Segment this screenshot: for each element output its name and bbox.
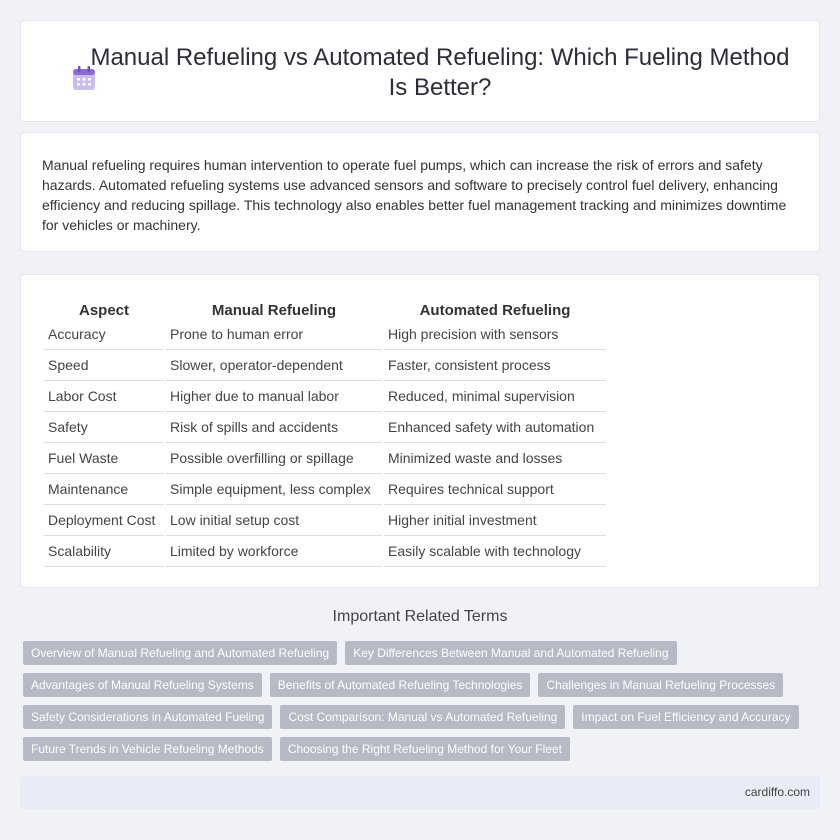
table-cell: Fuel Waste: [44, 443, 164, 474]
related-terms-row: [23, 705, 799, 729]
related-term-tag[interactable]: Choosing the Right Refueling Method for Your Fleet: [280, 737, 570, 761]
table-cell: Possible overfilling or spillage: [166, 443, 382, 474]
related-term-tag[interactable]: Impact on Fuel Efficiency and Accuracy: [573, 705, 798, 729]
table-row: [44, 412, 606, 443]
table-cell: Scalability: [44, 536, 164, 567]
related-term-tag[interactable]: Safety Considerations in Automated Fueling: [23, 705, 272, 729]
column-header: Automated Refueling: [419, 302, 571, 319]
table-cell: Faster, consistent process: [384, 350, 606, 381]
related-term-tag[interactable]: Key Differences Between Manual and Automated Refueling: [345, 641, 676, 665]
table-cell: Accuracy: [44, 319, 164, 350]
related-term-tag[interactable]: Future Trends in Vehicle Refueling Methods: [23, 737, 272, 761]
table-header-row: [44, 297, 606, 319]
column-header: Manual Refueling: [211, 302, 337, 319]
table-cell: Deployment Cost: [44, 505, 164, 536]
table-cell: Minimized waste and losses: [384, 443, 606, 474]
table-row: [44, 443, 606, 474]
table-cell: Limited by workforce: [166, 536, 382, 567]
table-cell: Maintenance: [44, 474, 164, 505]
related-term-tag[interactable]: Advantages of Manual Refueling Systems: [23, 673, 262, 697]
table-cell: Speed: [44, 350, 164, 381]
related-terms-row: [23, 673, 783, 697]
related-terms-title: Important Related Terms: [332, 608, 508, 625]
table-cell: Simple equipment, less complex: [166, 474, 382, 505]
table-cell: Labor Cost: [44, 381, 164, 412]
site-name: cardiffo.com: [744, 785, 810, 799]
table-cell: Higher due to manual labor: [166, 381, 382, 412]
table-cell: Higher initial investment: [384, 505, 606, 536]
intro-card: [20, 132, 820, 252]
table-cell: Low initial setup cost: [166, 505, 382, 536]
header-card: [20, 20, 820, 122]
related-terms-row: [23, 641, 677, 665]
table-cell: Easily scalable with technology: [384, 536, 606, 567]
table-cell: Slower, operator-dependent: [166, 350, 382, 381]
related-term-tag[interactable]: Challenges in Manual Refueling Processes: [538, 673, 783, 697]
comparison-table: [42, 297, 608, 567]
related-terms-row: [23, 737, 570, 761]
table-cell: Requires technical support: [384, 474, 606, 505]
table-cell: Safety: [44, 412, 164, 443]
related-term-tag[interactable]: Cost Comparison: Manual vs Automated Refueling: [280, 705, 565, 729]
comparison-table-card: [20, 274, 820, 588]
table-cell: Enhanced safety with automation: [384, 412, 606, 443]
table-row: [44, 536, 606, 567]
table-cell: Reduced, minimal supervision: [384, 381, 606, 412]
table-cell: Prone to human error: [166, 319, 382, 350]
related-term-tag[interactable]: Benefits of Automated Refueling Technologies: [270, 673, 531, 697]
related-term-tag[interactable]: Overview of Manual Refueling and Automated Refueling: [23, 641, 337, 665]
table-row: [44, 381, 606, 412]
column-header: Aspect: [78, 302, 130, 319]
intro-text: Manual refueling requires human intervention to operate fuel pumps, which can increase the risk of errors and safety hazards. Automated refueling systems use advanced sensors and software to precisely control fuel delivery, enhancing efficiency and reducing spillage. This technology also enables better fuel management tracking and minimizes downtime for vehicles or machinery.: [42, 157, 787, 233]
table-row: [44, 319, 606, 350]
table-cell: Risk of spills and accidents: [166, 412, 382, 443]
page-title: Manual Refueling vs Automated Refueling: Which Fueling Method Is Better?: [90, 44, 790, 101]
table-row: [44, 474, 606, 505]
table-row: [44, 505, 606, 536]
table-row: [44, 350, 606, 381]
table-cell: High precision with sensors: [384, 319, 606, 350]
footer: [20, 776, 820, 809]
